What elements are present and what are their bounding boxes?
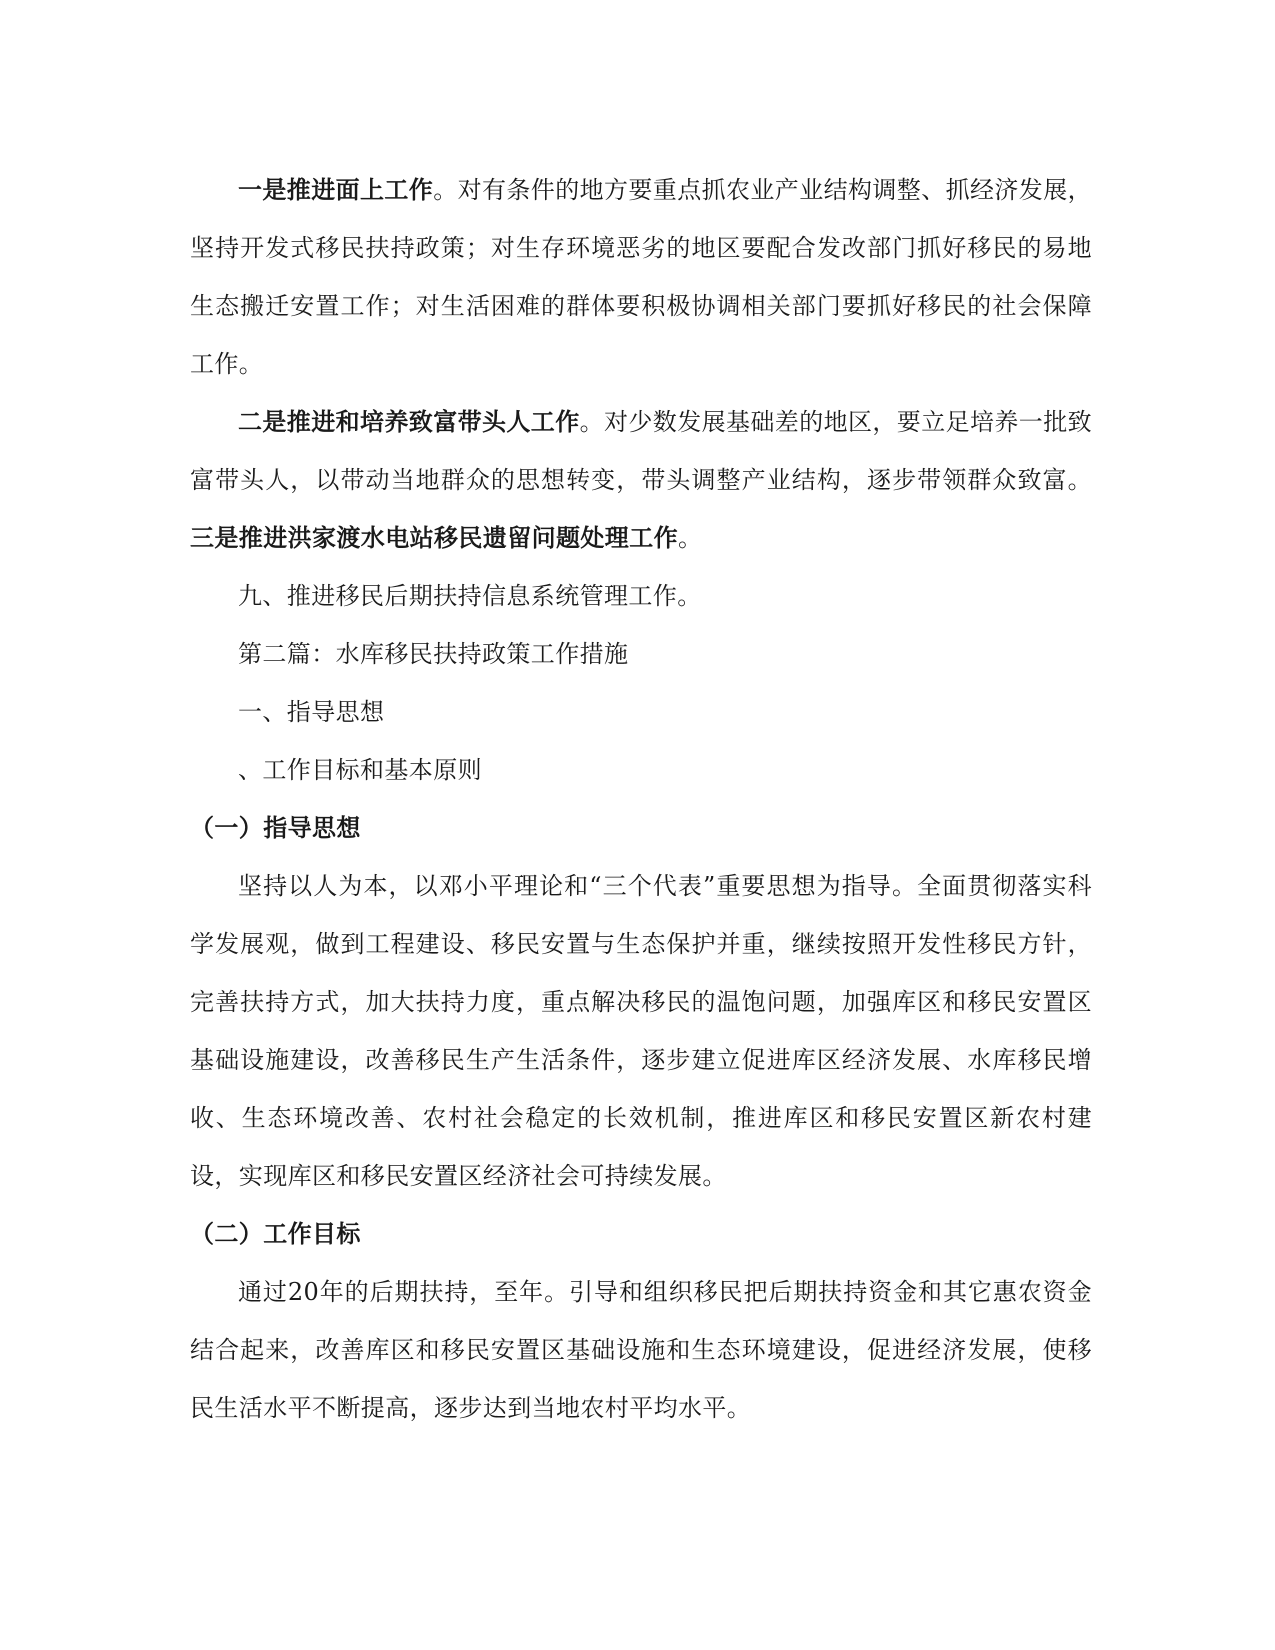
subheading-guiding-thought: （一）指导思想	[190, 814, 361, 842]
section-heading-guiding: 一、指导思想	[238, 698, 385, 726]
section-heading-goals: 、工作目标和基本原则	[238, 756, 482, 784]
paragraph-text: 。对有条件的地方要重点抓农业产业结构调整、抓经济发展，坚持开发式移民扶持政策；对生存环境恶劣的地区要配合发改部门抓好移民的易地生态搬迁安置工作；对生活困难的群体要积极协调相关部门要抓好移民的社会保障工作。	[190, 176, 1093, 378]
paragraph-lead-bold: 二是推进和培养致富带头人工作	[238, 408, 580, 436]
paragraph-area-work	[190, 161, 1092, 393]
subheading-work-goals: （二）工作目标	[190, 1220, 361, 1248]
paragraph-text: 。对少数发展基础差的地区，要立足培养一批致富带头人，以带动当地群众的思想转变，带头调整产业结构，逐步带领群众致富。	[190, 408, 1093, 494]
paragraph-inline-bold: 三是推进洪家渡水电站移民遗留问题处理工作	[190, 524, 678, 552]
paragraph-guiding-thought: 坚持以人为本，以邓小平理论和“三个代表”重要思想为指导。全面贯彻落实科学发展观，做到工程建设、移民安置与生态保护并重，继续按照开发性移民方针，完善扶持方式，加大扶持力度，重点解决移民的温饱问题，加强库区和移民安置区基础设施建设，改善移民生产生活条件，逐步建立促进库区经济发展、水库移民增收、生态环境改善、农村社会稳定的长效机制，推进库区和移民安置区新农村建设，实现库区和移民安置区经济社会可持续发展。	[190, 872, 1092, 1190]
section-title-part-two: 第二篇：水库移民扶持政策工作措施	[238, 640, 629, 668]
paragraph-item-nine: 九、推进移民后期扶持信息系统管理工作。	[238, 582, 702, 610]
paragraph-work-goals: 通过20年的后期扶持，至年。引导和组织移民把后期扶持资金和其它惠农资金结合起来，改善库区和移民安置区基础设施和生态环境建设，促进经济发展，使移民生活水平不断提高，逐步达到当地农村平均水平。	[190, 1278, 1092, 1422]
document-body	[190, 161, 1092, 1437]
paragraph-text-end: 。	[678, 524, 703, 552]
paragraph-leaders	[190, 393, 1092, 567]
paragraph-lead-bold: 一是推进面上工作	[238, 176, 434, 204]
